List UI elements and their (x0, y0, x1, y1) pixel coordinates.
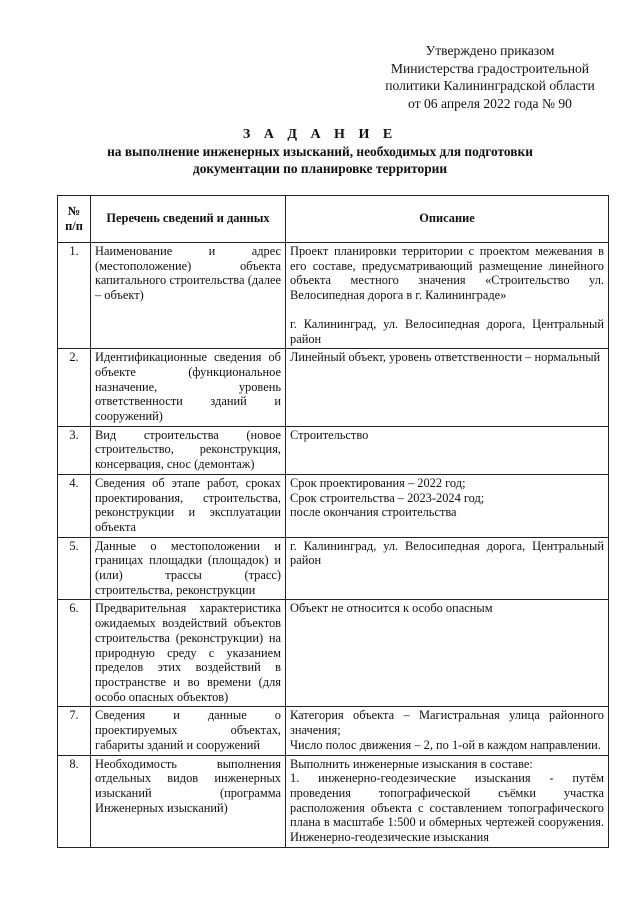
row-info: Необходимость выполнения отдельных видов инженерных изысканий (программа Инженерных изысканий) (91, 755, 286, 847)
table-body (58, 243, 609, 848)
description-line: 1. инженерно-геодезические изыскания - путём проведения топографической съёмки участка расположения объекта с составлением топографического плана в масштабе 1:500 и обмерных чертежей сооружения. Инженерно-геодезические изыскания (290, 771, 604, 845)
row-description (286, 349, 609, 427)
row-description (286, 426, 609, 474)
description-line: Строительство (290, 427, 369, 442)
description-gap (290, 303, 604, 317)
row-info: Идентификационные сведения об объекте (функциональное назначение, уровень ответственности зданий и сооружений) (91, 349, 286, 427)
task-table (57, 195, 609, 848)
table-row (58, 349, 609, 427)
row-number: 8. (58, 755, 91, 847)
row-description (286, 537, 609, 600)
row-number: 3. (58, 426, 91, 474)
table-row (58, 474, 609, 537)
table-row (58, 600, 609, 707)
table-row (58, 755, 609, 847)
description-line: после окончания строительства (290, 505, 457, 520)
description-line: Линейный объект, уровень ответственности – нормальный (290, 350, 601, 365)
description-line: Число полос движения – 2, по 1-ой в каждом направлении. (290, 737, 601, 752)
title-main: З А Д А Н И Е (242, 127, 398, 142)
row-number: 4. (58, 474, 91, 537)
row-number: 7. (58, 707, 91, 755)
row-number: 5. (58, 537, 91, 600)
table-row (58, 707, 609, 755)
description-line: Срок проектирования – 2022 год; (290, 475, 466, 490)
approval-stamp (370, 42, 610, 112)
row-info: Предварительная характеристика ожидаемых воздействий объектов строительства (реконструкции) на природную среду с указанием пределов этих воздействий в пространстве и во времени (для особо опасных объектов) (91, 600, 286, 707)
approval-line: политики Калининградской области (385, 78, 595, 93)
approval-line: Министерства градостроительной (390, 60, 590, 76)
description-line: Объект не относится к особо опасным (290, 601, 493, 616)
row-description (286, 600, 609, 707)
row-info: Данные о местоположении и границах площадки (площадок) и (или) трассы (трасс) строительства, реконструкции (91, 537, 286, 600)
table-row (58, 537, 609, 600)
description-line: г. Калининград, ул. Велосипедная дорога, Центральный район (290, 538, 604, 568)
title-subtitle-line: на выполнение инженерных изысканий, необходимых для подготовки (107, 144, 533, 159)
row-description (286, 707, 609, 755)
row-description (286, 474, 609, 537)
table-row (58, 426, 609, 474)
row-description (286, 243, 609, 349)
table-header-row (58, 196, 609, 243)
description-line: Выполнить инженерные изыскания в составе: (290, 756, 533, 771)
document-title (40, 126, 600, 177)
description-line: Категория объекта – Магистральная улица районного значения; (290, 708, 604, 738)
header-number: № п/п (58, 196, 91, 243)
approval-line: Утверждено приказом (425, 43, 555, 58)
row-number: 2. (58, 349, 91, 427)
description-line: г. Калининград, ул. Велосипедная дорога, Центральный район (290, 316, 604, 346)
approval-line: от 06 апреля 2022 года № 90 (408, 95, 572, 111)
row-info: Наименование и адрес (местоположение) объекта капитального строительства (далее – объект) (91, 243, 286, 349)
header-description: Описание (286, 196, 609, 243)
header-info: Перечень сведений и данных (91, 196, 286, 243)
row-number: 6. (58, 600, 91, 707)
description-line: Проект планировки территории с проектом межевания в его составе, предусматривающий размещение линейного объекта местного значения «Строительство ул. Велосипедная дорога в г. Калининграде» (290, 244, 604, 303)
row-info: Сведения и данные о проектируемых объектах, габариты зданий и сооружений (91, 707, 286, 755)
row-info: Вид строительства (новое строительство, реконструкция, консервация, снос (демонтаж) (91, 426, 286, 474)
table-row (58, 243, 609, 349)
row-description (286, 755, 609, 847)
row-info: Сведения об этапе работ, сроках проектирования, строительства, реконструкции и эксплуатации объекта (91, 474, 286, 537)
title-subtitle-line: документации по планировке территории (192, 160, 448, 176)
description-line: Срок строительства – 2023-2024 год; (290, 490, 485, 505)
row-number: 1. (58, 243, 91, 349)
